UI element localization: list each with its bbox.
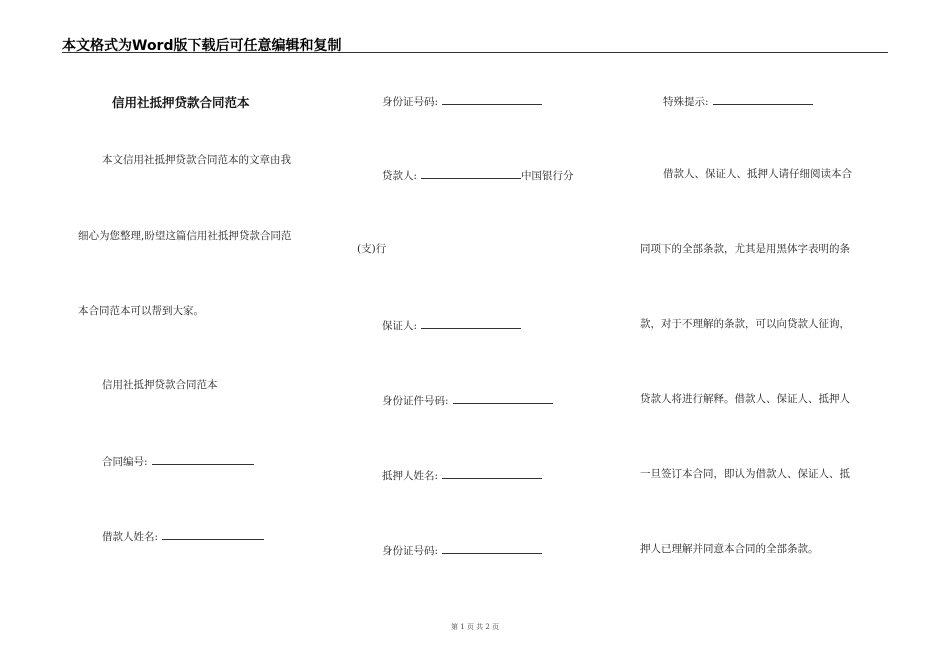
id-number-label-2: 身份证号码: [382,545,439,557]
id-number-label-1: 身份证号码: [382,96,439,108]
mortgagor-name-row [382,467,542,483]
contract-number-row [102,453,254,469]
document-title: 信用社抵押贷款合同范本 [112,95,250,110]
borrower-name-label: 借款人姓名: [102,531,159,543]
notice-line-3: 款，对于不理解的条款，可以向贷款人征询， [640,318,850,330]
lender-blank [421,167,521,179]
notice-line-2: 同项下的全部条款，尤其是用黑体字表明的条 [640,243,850,255]
id-document-row [382,392,553,408]
guarantor-blank [421,317,521,329]
notice-line-5: 一旦签订本合同，即认为借款人、保证人、抵 [640,468,850,480]
contract-number-label: 合同编号: [102,456,148,468]
notice-line-4: 贷款人将进行解释。借款人、保证人、抵押人 [640,393,850,405]
intro-line-1: 本文信用社抵押贷款合同范本的文章由我 [102,154,291,166]
intro-line-2: 细心为您整理,盼望这篇信用社抵押贷款合同范 [78,230,292,242]
document-header: 本文格式为Word版下载后可任意编辑和复制 [62,38,342,54]
id-number-row-1 [382,93,542,109]
id-number-row-2 [382,542,542,558]
lender-label: 贷款人: [382,170,418,182]
notice-row [663,93,813,109]
borrower-name-row [102,528,264,544]
id-number-blank-2 [442,542,542,554]
branch-text: (支)行 [357,243,387,255]
id-document-blank [453,392,553,404]
notice-label: 特殊提示: [663,96,709,108]
notice-line-6: 押人已理解并同意本合同的全部条款。 [640,543,819,555]
id-document-label: 身份证件号码: [382,395,449,407]
section-subtitle: 信用社抵押贷款合同范本 [102,379,218,391]
borrower-name-blank [162,528,264,540]
guarantor-label: 保证人: [382,320,418,332]
contract-number-blank [152,453,254,465]
lender-suffix: 中国银行分 [521,170,574,182]
mortgagor-name-label: 抵押人姓名: [382,470,439,482]
lender-row [382,167,574,183]
notice-line-1: 借款人、保证人、抵押人请仔细阅读本合 [663,168,852,180]
page-number: 第 1 页 共 2 页 [450,623,500,631]
notice-blank [713,93,813,105]
header-divider [62,52,888,53]
mortgagor-name-blank [442,467,542,479]
guarantor-row [382,317,521,333]
id-number-blank-1 [442,93,542,105]
intro-line-3: 本合同范本可以帮到大家。 [78,305,204,317]
